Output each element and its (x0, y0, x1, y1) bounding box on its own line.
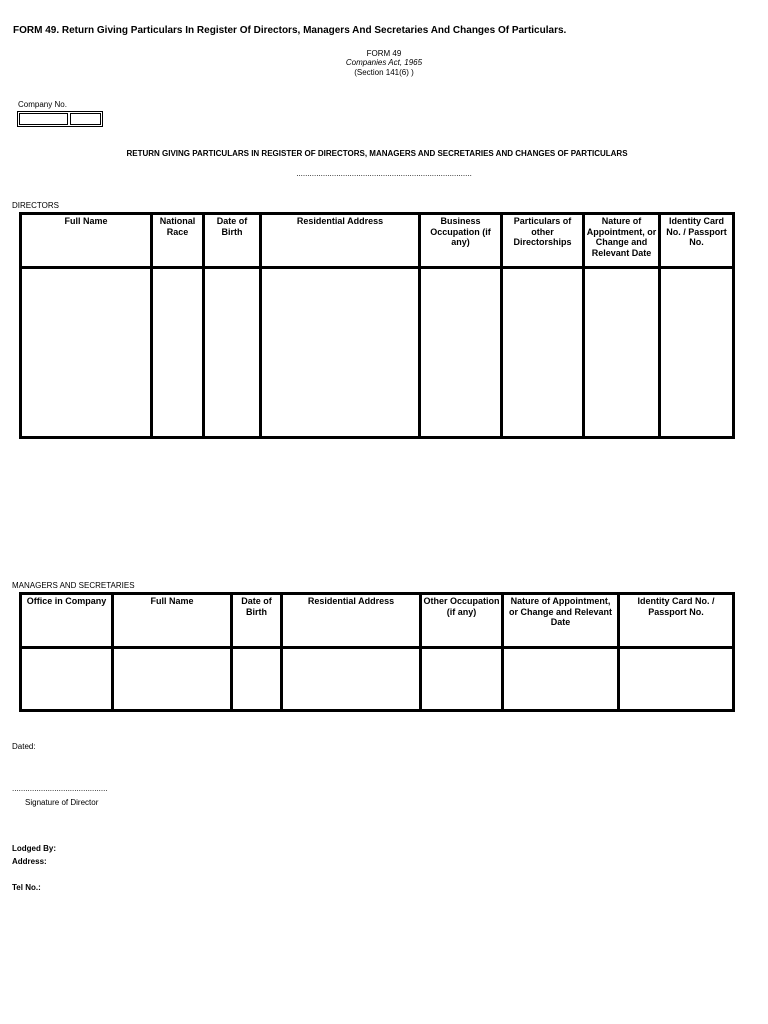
table-cell[interactable] (231, 648, 281, 710)
col-identity-card: Identity Card No. / Passport No. (618, 594, 733, 648)
signature-line[interactable]: ........................................... (12, 784, 108, 793)
table-row[interactable] (21, 648, 733, 710)
main-heading: RETURN GIVING PARTICULARS IN REGISTER OF DIRECTORS, MANAGERS AND SECRETARIES AND CHANGES OF PARTICULARS (126, 149, 628, 158)
tel-label: Tel No.: (12, 883, 41, 892)
col-national-race: National Race (151, 214, 203, 268)
table-cell[interactable] (151, 268, 203, 437)
table-cell[interactable] (583, 268, 659, 437)
col-residential-address: Residential Address (260, 214, 419, 268)
address-label: Address: (12, 857, 47, 866)
managers-label: MANAGERS AND SECRETARIES (12, 581, 135, 590)
company-no-label: Company No. (18, 100, 67, 109)
col-date-of-birth: Date of Birth (203, 214, 260, 268)
col-nature-of-appointment: Nature of Appointment, or Change and Relevant Date (502, 594, 618, 648)
col-date-of-birth: Date of Birth (231, 594, 281, 648)
form-label: FORM 49 (366, 49, 402, 58)
table-cell[interactable] (502, 648, 618, 710)
company-no-cell[interactable] (19, 113, 68, 125)
table-cell[interactable] (618, 648, 733, 710)
lodged-by-label: Lodged By: (12, 844, 56, 853)
table-cell[interactable] (659, 268, 733, 437)
table-cell[interactable] (419, 268, 501, 437)
signature-label: Signature of Director (25, 798, 99, 807)
dated-label: Dated: (12, 742, 36, 751)
company-no-cell[interactable] (70, 113, 101, 125)
col-full-name: Full Name (21, 214, 151, 268)
dotted-line: ............................................................................... (296, 169, 472, 178)
form-title: FORM 49. Return Giving Particulars In Register Of Directors, Managers And Secretaries And Changes Of Particulars. (13, 25, 567, 36)
table-cell[interactable] (260, 268, 419, 437)
table-row[interactable] (21, 268, 733, 437)
table-cell[interactable] (21, 268, 151, 437)
section-label: (Section 141(6) ) (354, 68, 414, 77)
table-cell[interactable] (21, 648, 112, 710)
col-office-in-company: Office in Company (21, 594, 112, 648)
table-cell[interactable] (203, 268, 260, 437)
table-cell[interactable] (112, 648, 231, 710)
table-cell[interactable] (420, 648, 502, 710)
col-full-name: Full Name (112, 594, 231, 648)
col-identity-card: Identity Card No. / Passport No. (659, 214, 733, 268)
directors-table (19, 212, 735, 439)
col-other-occupation: Other Occupation (if any) (420, 594, 502, 648)
directors-label: DIRECTORS (12, 201, 59, 210)
col-other-directorships: Particulars of other Directorships (501, 214, 583, 268)
table-cell[interactable] (501, 268, 583, 437)
col-business-occupation: Business Occupation (if any) (419, 214, 501, 268)
act-label: Companies Act, 1965 (345, 58, 423, 67)
col-nature-of-appointment: Nature of Appointment, or Change and Relevant Date (583, 214, 659, 268)
col-residential-address: Residential Address (281, 594, 420, 648)
managers-table (19, 592, 735, 712)
table-cell[interactable] (281, 648, 420, 710)
company-no-field[interactable] (17, 111, 103, 127)
